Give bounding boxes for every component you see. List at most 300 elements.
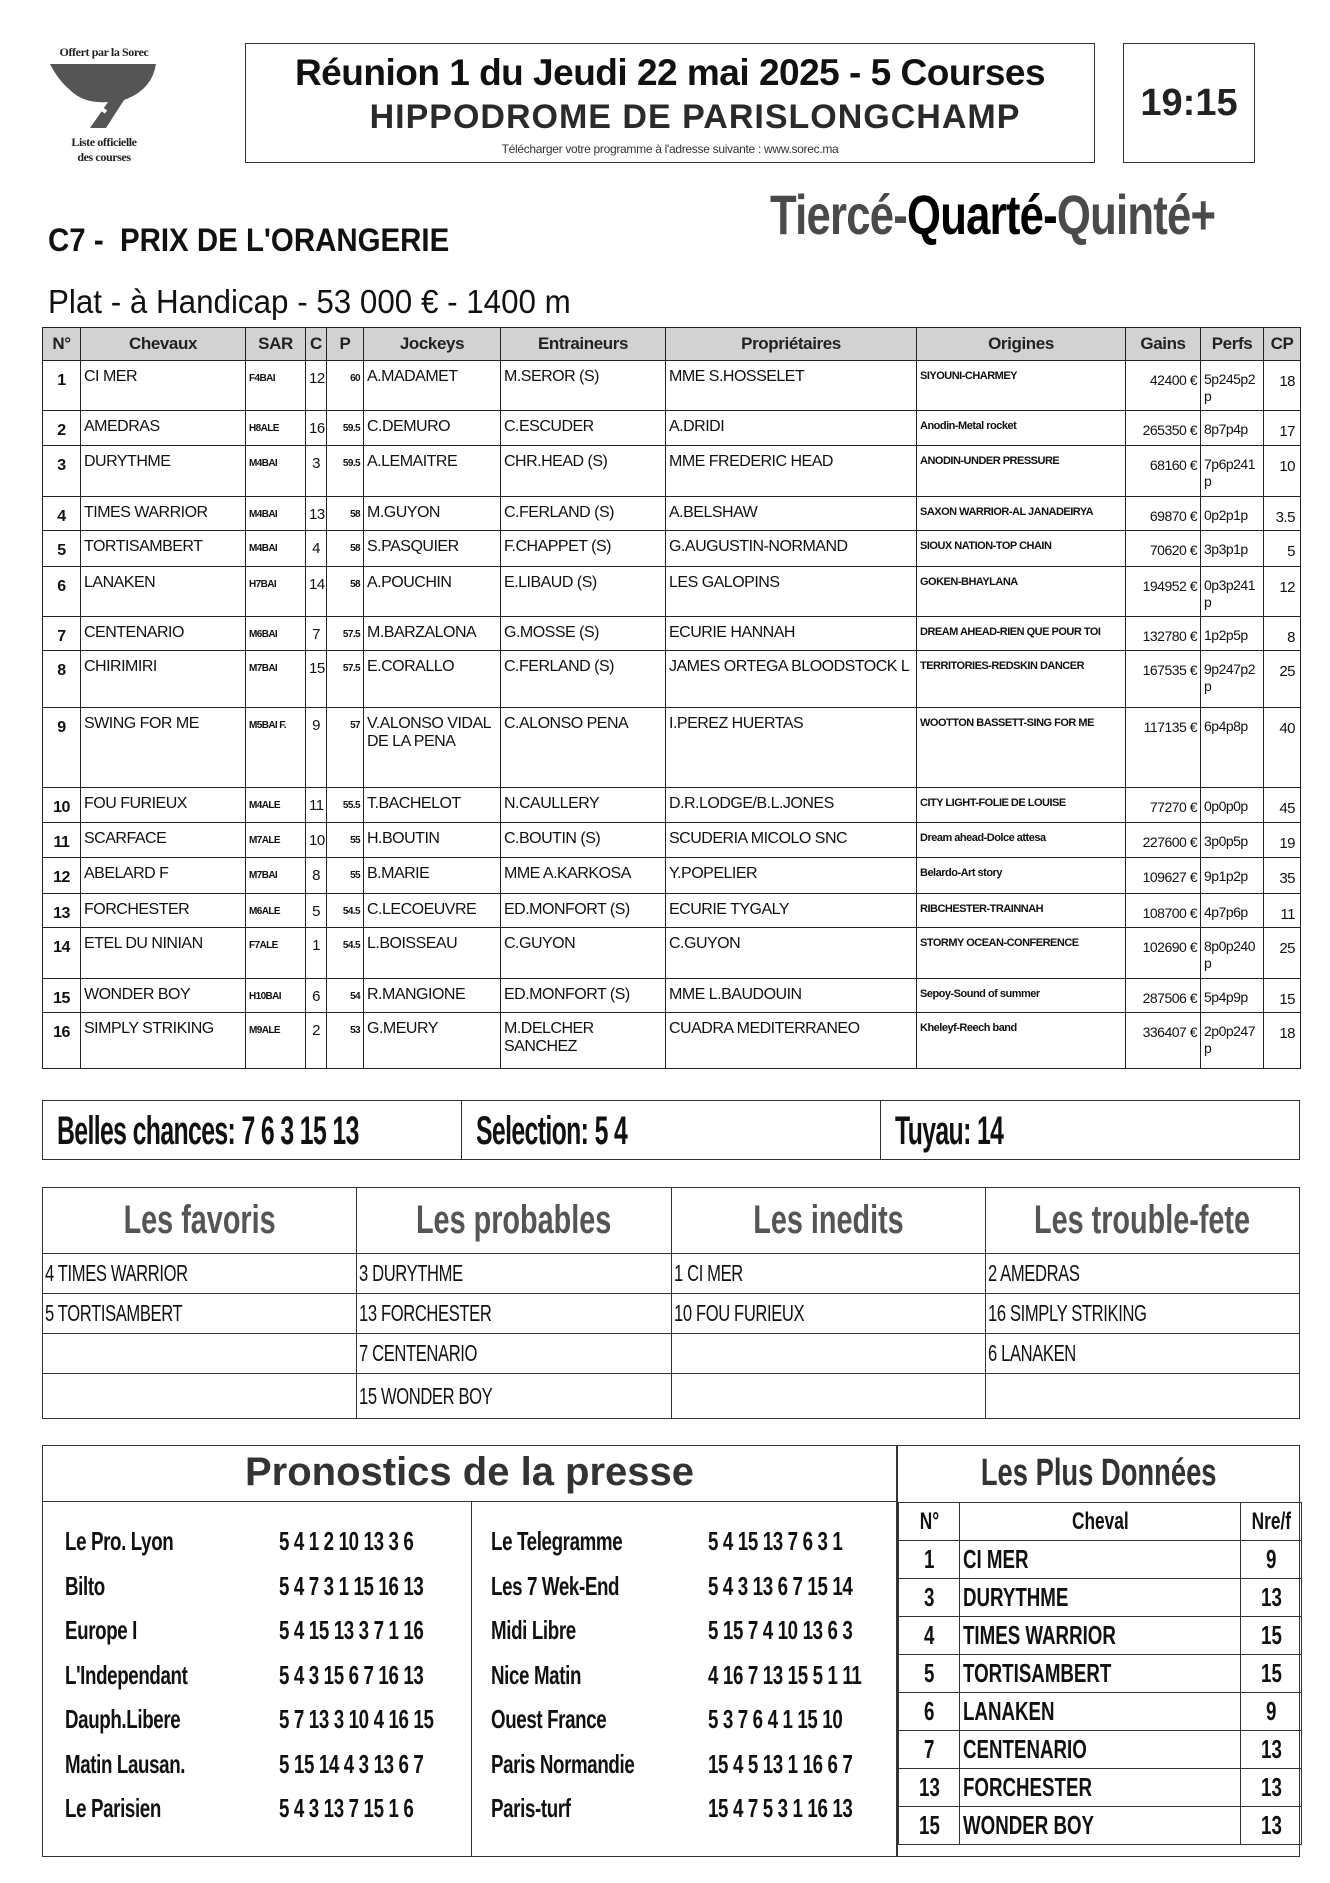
category-item: 4 TIMES WARRIOR: [43, 1254, 357, 1294]
horse-name: TORTISAMBERT: [960, 1655, 1241, 1693]
column-header: Chevaux: [81, 328, 246, 361]
pick-count: 15: [1241, 1655, 1302, 1693]
weight: 57.5: [327, 651, 364, 708]
draw: 7: [306, 617, 327, 651]
selection: Selection: 5 4: [476, 1109, 628, 1153]
jockey: H.BOUTIN: [364, 823, 501, 858]
runner-number: 13: [899, 1769, 960, 1807]
weight: 55.5: [327, 788, 364, 823]
draw: 1: [306, 928, 327, 979]
runner-number: 8: [43, 651, 81, 708]
earnings: 102690 €: [1126, 928, 1201, 979]
sex-age-coat: F4BAI: [246, 361, 306, 411]
trainer: C.BOUTIN (S): [501, 823, 666, 858]
odds: 17: [1264, 411, 1301, 446]
newspaper-picks: 15 4 5 13 1 16 6 7: [708, 1748, 853, 1779]
trainer: MME A.KARKOSA: [501, 858, 666, 894]
origins: Dream ahead-Dolce attesa: [917, 823, 1126, 858]
horse-name: CENTENARIO: [960, 1731, 1241, 1769]
odds: 25: [1264, 651, 1301, 708]
earnings: 77270 €: [1126, 788, 1201, 823]
draw: 12: [306, 361, 327, 411]
race-subtitle: Plat - à Handicap - 53 000 € - 1400 m: [48, 283, 571, 320]
performances: 4p7p6p: [1201, 894, 1264, 928]
weight: 59.5: [327, 411, 364, 446]
jockey: A.MADAMET: [364, 361, 501, 411]
trainer: G.MOSSE (S): [501, 617, 666, 651]
earnings: 287506 €: [1126, 979, 1201, 1013]
performances: 8p0p240p: [1201, 928, 1264, 979]
origins: SIYOUNI-CHARMEY: [917, 361, 1126, 411]
sorec-logo: [44, 45, 164, 163]
performances: 7p6p241p: [1201, 446, 1264, 497]
newspaper-name: Paris-turf: [491, 1793, 571, 1823]
download-note: Télécharger votre programme à l'adresse suivante : www.sorec.ma: [501, 142, 839, 156]
runner-number: 6: [43, 567, 81, 617]
column-header: Jockeys: [364, 328, 501, 361]
newspaper-picks: 5 4 15 13 7 6 3 1: [708, 1526, 843, 1556]
runner-row: [43, 858, 1301, 894]
horse-name: SWING FOR ME: [81, 708, 246, 788]
newspaper-name: Bilto: [65, 1570, 105, 1601]
sex-age-coat: H8ALE: [246, 411, 306, 446]
trainer: C.GUYON: [501, 928, 666, 979]
sex-age-coat: M6BAI: [246, 617, 306, 651]
sex-age-coat: M7BAI: [246, 858, 306, 894]
origins: GOKEN-BHAYLANA: [917, 567, 1126, 617]
newspaper-name: Le Telegramme: [491, 1526, 623, 1556]
horse-name: WONDER BOY: [81, 979, 246, 1013]
weight: 57: [327, 708, 364, 788]
earnings: 70620 €: [1126, 531, 1201, 567]
runner-row: [43, 708, 1301, 788]
press-left-column: [43, 1526, 471, 1838]
origins: SAXON WARRIOR-AL JANADEIRYA: [917, 497, 1126, 531]
runner-row: [43, 411, 1301, 446]
bet-tierce: Tiercé-: [770, 183, 907, 246]
origins: Belardo-Art story: [917, 858, 1126, 894]
press-row: [471, 1571, 898, 1616]
pick-count: 13: [1241, 1769, 1302, 1807]
jockey: L.BOISSEAU: [364, 928, 501, 979]
category-item: 16 SIMPLY STRIKING: [985, 1294, 1299, 1334]
performances: 6p4p8p: [1201, 708, 1264, 788]
performances: 3p3p1p: [1201, 531, 1264, 567]
runner-number: 4: [43, 497, 81, 531]
earnings: 167535 €: [1126, 651, 1201, 708]
jockey: V.ALONSO VIDAL DE LA PENA: [364, 708, 501, 788]
trainer: M.DELCHER SANCHEZ: [501, 1013, 666, 1069]
origins: RIBCHESTER-TRAINNAH: [917, 894, 1126, 928]
press-row: [43, 1704, 471, 1749]
horse-name: CI MER: [81, 361, 246, 411]
category-item: 7 CENTENARIO: [357, 1334, 671, 1374]
press-right-column: [471, 1526, 898, 1838]
press-row: [43, 1615, 471, 1660]
runner-number: 7: [43, 617, 81, 651]
odds: 3.5: [1264, 497, 1301, 531]
jockey: M.GUYON: [364, 497, 501, 531]
newspaper-name: Dauph.Libere: [65, 1704, 181, 1734]
bet-type: [770, 182, 1215, 247]
runner-row: [43, 651, 1301, 708]
horse-name: ABELARD F: [81, 858, 246, 894]
draw: 14: [306, 567, 327, 617]
odds: 25: [1264, 928, 1301, 979]
jockey: A.POUCHIN: [364, 567, 501, 617]
category-row: [43, 1334, 1300, 1374]
most-picked: [897, 1445, 1300, 1857]
newspaper-picks: 5 4 1 2 10 13 3 6: [279, 1526, 414, 1556]
performances: 0p3p241p: [1201, 567, 1264, 617]
newspaper-picks: 5 3 7 6 4 1 15 10: [708, 1704, 843, 1734]
horse-name: DURYTHME: [960, 1579, 1241, 1617]
odds: 8: [1264, 617, 1301, 651]
most-picked-row: [899, 1807, 1302, 1845]
sex-age-coat: M4BAI: [246, 446, 306, 497]
horse-name: LANAKEN: [81, 567, 246, 617]
origins: ANODIN-UNDER PRESSURE: [917, 446, 1126, 497]
draw: 8: [306, 858, 327, 894]
trainer: ED.MONFORT (S): [501, 894, 666, 928]
categories-table: [42, 1187, 1300, 1419]
sex-age-coat: M5BAI F.: [246, 708, 306, 788]
owner: MME FREDERIC HEAD: [666, 446, 917, 497]
meeting-title: Réunion 1 du Jeudi 22 mai 2025 - 5 Courses: [294, 52, 1046, 93]
runner-number: 13: [43, 894, 81, 928]
earnings: 265350 €: [1126, 411, 1201, 446]
runner-number: 3: [43, 446, 81, 497]
jockey: G.MEURY: [364, 1013, 501, 1069]
sex-age-coat: H7BAI: [246, 567, 306, 617]
trainer: ED.MONFORT (S): [501, 979, 666, 1013]
odds: 40: [1264, 708, 1301, 788]
newspaper-name: Le Pro. Lyon: [65, 1526, 174, 1556]
origins: TERRITORIES-REDSKIN DANCER: [917, 651, 1126, 708]
most-picked-row: [899, 1541, 1302, 1579]
weight: 54: [327, 979, 364, 1013]
logo-seven-icon: [44, 60, 164, 130]
most-picked-row: [899, 1617, 1302, 1655]
logo-top-text: Offert par la Sorec: [59, 45, 149, 59]
runner-row: [43, 788, 1301, 823]
press-row: [43, 1749, 471, 1794]
runner-row: [43, 361, 1301, 411]
jockey: S.PASQUIER: [364, 531, 501, 567]
newspaper-picks: 5 4 3 15 6 7 16 13: [279, 1659, 424, 1690]
owner: MME L.BAUDOUIN: [666, 979, 917, 1013]
race-time: 19:15: [1123, 43, 1255, 163]
newspaper-name: Midi Libre: [491, 1615, 576, 1645]
category-header: Les inedits: [671, 1188, 985, 1254]
origins: WOOTTON BASSETT-SING FOR ME: [917, 708, 1126, 788]
jockey: C.DEMURO: [364, 411, 501, 446]
category-item: [671, 1374, 985, 1419]
odds: 12: [1264, 567, 1301, 617]
odds: 11: [1264, 894, 1301, 928]
odds: 18: [1264, 1013, 1301, 1069]
horse-name: WONDER BOY: [960, 1807, 1241, 1845]
trainer: CHR.HEAD (S): [501, 446, 666, 497]
draw: 6: [306, 979, 327, 1013]
draw: 16: [306, 411, 327, 446]
owner: D.R.LODGE/B.L.JONES: [666, 788, 917, 823]
most-picked-row: [899, 1693, 1302, 1731]
origins: Kheleyf-Reech band: [917, 1013, 1126, 1069]
category-item: 2 AMEDRAS: [985, 1254, 1299, 1294]
draw: 4: [306, 531, 327, 567]
earnings: 108700 €: [1126, 894, 1201, 928]
newspaper-name: L'Independant: [65, 1659, 188, 1690]
earnings: 227600 €: [1126, 823, 1201, 858]
owner: G.AUGUSTIN-NORMAND: [666, 531, 917, 567]
owner: A.BELSHAW: [666, 497, 917, 531]
category-item: [43, 1374, 357, 1419]
jockey: A.LEMAITRE: [364, 446, 501, 497]
odds: 5: [1264, 531, 1301, 567]
newspaper-picks: 15 4 7 5 3 1 16 13: [708, 1793, 853, 1823]
category-item: [671, 1334, 985, 1374]
odds: 45: [1264, 788, 1301, 823]
category-item: 6 LANAKEN: [985, 1334, 1299, 1374]
pick-count: 9: [1241, 1541, 1302, 1579]
horse-name: TIMES WARRIOR: [81, 497, 246, 531]
weight: 58: [327, 567, 364, 617]
most-picked-title: Les Plus Données: [980, 1452, 1217, 1494]
press-row: [471, 1660, 898, 1705]
column-header: SAR: [246, 328, 306, 361]
draw: 10: [306, 823, 327, 858]
sex-age-coat: M7BAI: [246, 651, 306, 708]
weight: 53: [327, 1013, 364, 1069]
column-header: N°: [899, 1503, 960, 1541]
column-header: Propriétaires: [666, 328, 917, 361]
category-item: 5 TORTISAMBERT: [43, 1294, 357, 1334]
newspaper-name: Nice Matin: [491, 1659, 582, 1690]
weight: 60: [327, 361, 364, 411]
horse-name: ETEL DU NINIAN: [81, 928, 246, 979]
tuyau-cell: [881, 1101, 1299, 1159]
horse-name: FORCHESTER: [960, 1769, 1241, 1807]
horse-name: FOU FURIEUX: [81, 788, 246, 823]
belles-chances-cell: [43, 1101, 462, 1159]
category-header: Les probables: [357, 1188, 671, 1254]
sex-age-coat: M7ALE: [246, 823, 306, 858]
runner-number: 2: [43, 411, 81, 446]
earnings: 132780 €: [1126, 617, 1201, 651]
earnings: 117135 €: [1126, 708, 1201, 788]
newspaper-picks: 5 15 14 4 3 13 6 7: [279, 1748, 424, 1779]
odds: 10: [1264, 446, 1301, 497]
draw: 2: [306, 1013, 327, 1069]
column-header: Gains: [1126, 328, 1201, 361]
runner-number: 14: [43, 928, 81, 979]
origins: Anodin-Metal rocket: [917, 411, 1126, 446]
column-header: C: [306, 328, 327, 361]
selection-cell: [462, 1101, 881, 1159]
trainer: C.ESCUDER: [501, 411, 666, 446]
origins: STORMY OCEAN-CONFERENCE: [917, 928, 1126, 979]
category-row: [43, 1374, 1300, 1419]
trainer: E.LIBAUD (S): [501, 567, 666, 617]
earnings: 336407 €: [1126, 1013, 1201, 1069]
newspaper-name: Matin Lausan.: [65, 1748, 186, 1779]
press-row: [471, 1704, 898, 1749]
weight: 57.5: [327, 617, 364, 651]
performances: 8p7p4p: [1201, 411, 1264, 446]
meeting-header: [245, 43, 1095, 163]
weight: 58: [327, 531, 364, 567]
draw: 11: [306, 788, 327, 823]
press-row: [471, 1793, 898, 1838]
newspaper-picks: 5 7 13 3 10 4 16 15: [279, 1704, 434, 1734]
newspaper-name: Les 7 Wek-End: [491, 1570, 620, 1601]
performances: 0p2p1p: [1201, 497, 1264, 531]
pick-count: 13: [1241, 1579, 1302, 1617]
press-row: [43, 1793, 471, 1838]
performances: 5p245p2p: [1201, 361, 1264, 411]
column-header: Entraineurs: [501, 328, 666, 361]
runner-row: [43, 446, 1301, 497]
runner-row: [43, 823, 1301, 858]
runner-row: [43, 979, 1301, 1013]
newspaper-picks: 4 16 7 13 15 5 1 11: [708, 1659, 862, 1690]
runner-row: [43, 567, 1301, 617]
newspaper-picks: 5 4 15 13 3 7 1 16: [279, 1615, 424, 1645]
owner: I.PEREZ HUERTAS: [666, 708, 917, 788]
draw: 9: [306, 708, 327, 788]
runner-number: 11: [43, 823, 81, 858]
jockey: M.BARZALONA: [364, 617, 501, 651]
runner-number: 12: [43, 858, 81, 894]
horse-name: TIMES WARRIOR: [960, 1617, 1241, 1655]
weight: 55: [327, 823, 364, 858]
owner: ECURIE TYGALY: [666, 894, 917, 928]
owner: LES GALOPINS: [666, 567, 917, 617]
bet-quinte: Quinté+: [1056, 183, 1216, 246]
owner: Y.POPELIER: [666, 858, 917, 894]
newspaper-name: Ouest France: [491, 1704, 607, 1734]
press-row: [43, 1571, 471, 1616]
pick-count: 13: [1241, 1731, 1302, 1769]
tips-bar: [42, 1100, 1300, 1160]
horse-name: SIMPLY STRIKING: [81, 1013, 246, 1069]
most-picked-row: [899, 1655, 1302, 1693]
horse-name: DURYTHME: [81, 446, 246, 497]
draw: 3: [306, 446, 327, 497]
runner-row: [43, 894, 1301, 928]
trainer: M.SEROR (S): [501, 361, 666, 411]
newspaper-picks: 5 4 7 3 1 15 16 13: [279, 1570, 424, 1601]
origins: CITY LIGHT-FOLIE DE LOUISE: [917, 788, 1126, 823]
newspaper-name: Le Parisien: [65, 1793, 161, 1823]
sex-age-coat: M4BAI: [246, 497, 306, 531]
horse-name: CI MER: [960, 1541, 1241, 1579]
horse-name: TORTISAMBERT: [81, 531, 246, 567]
sex-age-coat: F7ALE: [246, 928, 306, 979]
press-row: [471, 1615, 898, 1660]
odds: 35: [1264, 858, 1301, 894]
performances: 3p0p5p: [1201, 823, 1264, 858]
column-header: Cheval: [960, 1503, 1241, 1541]
category-row: [43, 1254, 1300, 1294]
horse-name: LANAKEN: [960, 1693, 1241, 1731]
sex-age-coat: M4ALE: [246, 788, 306, 823]
horse-name: FORCHESTER: [81, 894, 246, 928]
runner-row: [43, 497, 1301, 531]
jockey: T.BACHELOT: [364, 788, 501, 823]
runner-number: 9: [43, 708, 81, 788]
jockey: R.MANGIONE: [364, 979, 501, 1013]
weight: 54.5: [327, 894, 364, 928]
runner-number: 15: [899, 1807, 960, 1845]
performances: 2p0p247p: [1201, 1013, 1264, 1069]
category-item: 15 WONDER BOY: [357, 1374, 671, 1419]
odds: 15: [1264, 979, 1301, 1013]
earnings: 69870 €: [1126, 497, 1201, 531]
runner-number: 5: [899, 1655, 960, 1693]
sex-age-coat: H10BAI: [246, 979, 306, 1013]
category-item: 1 CI MER: [671, 1254, 985, 1294]
bet-quarte: Quarté-: [906, 183, 1057, 246]
press-predictions: [42, 1445, 897, 1857]
most-picked-row: [899, 1769, 1302, 1807]
newspaper-picks: 5 4 3 13 7 15 1 6: [279, 1793, 414, 1823]
column-header: P: [327, 328, 364, 361]
earnings: 109627 €: [1126, 858, 1201, 894]
pick-count: 13: [1241, 1807, 1302, 1845]
pick-count: 9: [1241, 1693, 1302, 1731]
column-header: Perfs: [1201, 328, 1264, 361]
tuyau: Tuyau: 14: [895, 1109, 1004, 1153]
weight: 58: [327, 497, 364, 531]
performances: 5p4p9p: [1201, 979, 1264, 1013]
category-item: [43, 1334, 357, 1374]
column-header: CP: [1264, 328, 1301, 361]
jockey: E.CORALLO: [364, 651, 501, 708]
most-picked-table: [898, 1502, 1302, 1845]
trainer: C.ALONSO PENA: [501, 708, 666, 788]
owner: A.DRIDI: [666, 411, 917, 446]
performances: 0p0p0p: [1201, 788, 1264, 823]
earnings: 194952 €: [1126, 567, 1201, 617]
horse-name: AMEDRAS: [81, 411, 246, 446]
press-title: Pronostics de la presse: [43, 1446, 896, 1502]
newspaper-picks: 5 15 7 4 10 13 6 3: [708, 1615, 853, 1645]
sex-age-coat: M4BAI: [246, 531, 306, 567]
runners-table: [42, 327, 1301, 1069]
owner: ECURIE HANNAH: [666, 617, 917, 651]
logo-bottom-text-1: Liste officielle: [71, 135, 137, 149]
odds: 18: [1264, 361, 1301, 411]
runner-row: [43, 1013, 1301, 1069]
owner: C.GUYON: [666, 928, 917, 979]
runner-number: 5: [43, 531, 81, 567]
runner-number: 16: [43, 1013, 81, 1069]
newspaper-name: Paris Normandie: [491, 1748, 635, 1779]
origins: Sepoy-Sound of summer: [917, 979, 1126, 1013]
runner-number: 1: [899, 1541, 960, 1579]
jockey: B.MARIE: [364, 858, 501, 894]
column-header: Origines: [917, 328, 1126, 361]
odds: 19: [1264, 823, 1301, 858]
column-header: N°: [43, 328, 81, 361]
earnings: 68160 €: [1126, 446, 1201, 497]
owner: MME S.HOSSELET: [666, 361, 917, 411]
venue-name: HIPPODROME DE PARISLONGCHAMP: [369, 98, 1021, 136]
press-row: [471, 1526, 898, 1571]
draw: 13: [306, 497, 327, 531]
